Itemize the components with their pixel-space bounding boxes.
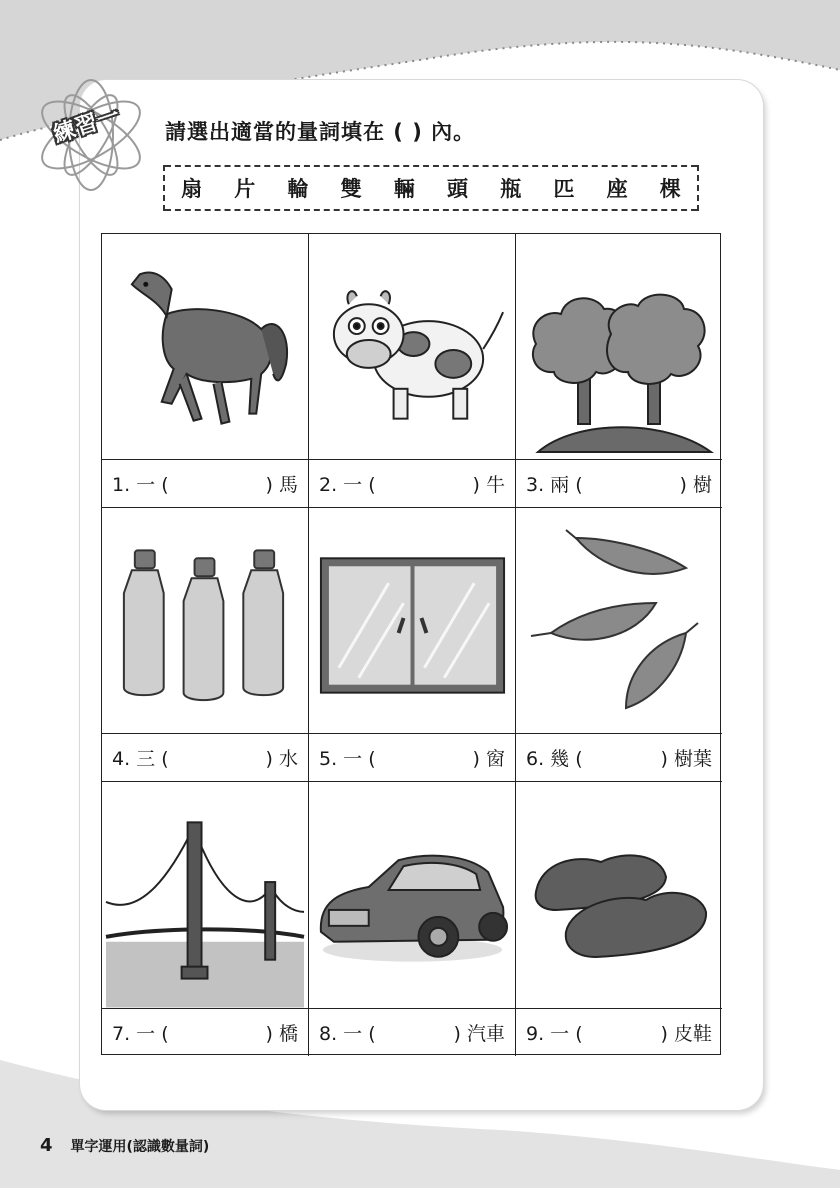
book-title: 單字運用(認識數量詞) [70, 1138, 210, 1155]
exercise-item [102, 234, 309, 508]
item-caption: 4. 三 ( ) 水 [102, 733, 308, 781]
bridge-icon [102, 782, 308, 1008]
water-bottles-icon [102, 508, 308, 734]
car-icon [309, 782, 515, 1008]
word-bank-item: 瓶 [500, 177, 522, 201]
word-bank-item: 扇 [181, 177, 203, 201]
exercise-item [516, 234, 722, 508]
shoes-icon [516, 782, 722, 1008]
leaves-icon [516, 508, 722, 734]
item-caption: 3. 兩 ( ) 樹 [516, 459, 722, 507]
instruction-text: 請選出適當的量詞填在 ( ) 內。 [165, 120, 476, 144]
word-bank-item: 頭 [447, 177, 469, 201]
trees-icon [516, 234, 722, 460]
word-bank-item: 棵 [659, 177, 681, 201]
item-caption: 5. 一 ( ) 窗 [309, 733, 515, 781]
exercise-item [516, 782, 722, 1056]
cow-icon [309, 234, 515, 460]
page-number: 4 [40, 1135, 53, 1156]
exercise-item [102, 782, 309, 1056]
exercise-item [309, 782, 516, 1056]
item-caption: 2. 一 ( ) 牛 [309, 459, 515, 507]
exercise-badge: 練習一 [50, 102, 124, 148]
item-caption: 9. 一 ( ) 皮鞋 [516, 1008, 722, 1056]
exercise-item [102, 508, 309, 782]
exercise-item [309, 508, 516, 782]
word-bank-item: 座 [606, 177, 628, 201]
word-bank-item: 輪 [287, 177, 309, 201]
word-bank-item: 匹 [553, 177, 575, 201]
item-caption: 7. 一 ( ) 橋 [102, 1008, 308, 1056]
word-bank-item: 片 [234, 177, 256, 201]
window-icon [309, 508, 515, 734]
word-bank-item: 雙 [340, 177, 362, 201]
horse-icon [102, 234, 308, 460]
item-caption: 1. 一 ( ) 馬 [102, 459, 308, 507]
exercise-item [516, 508, 722, 782]
item-caption: 8. 一 ( ) 汽車 [309, 1008, 515, 1056]
word-bank [163, 165, 699, 211]
page-footer [40, 1135, 209, 1156]
item-caption: 6. 幾 ( ) 樹葉 [516, 733, 722, 781]
exercise-grid [101, 233, 721, 1055]
exercise-item [309, 234, 516, 508]
word-bank-item: 輛 [393, 177, 415, 201]
